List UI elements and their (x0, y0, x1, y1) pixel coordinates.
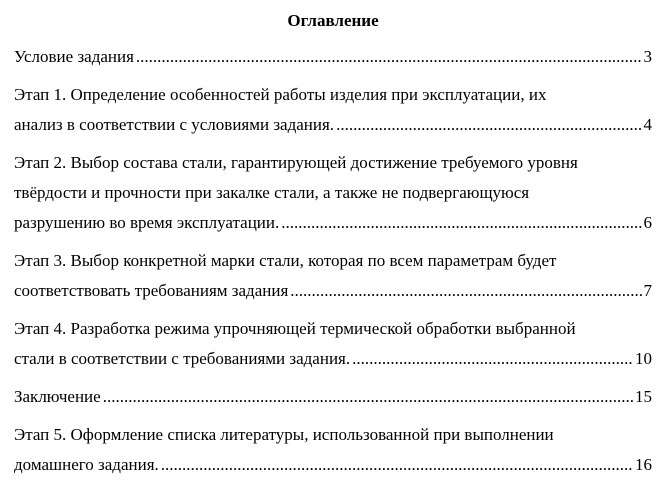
toc-entry[interactable] (14, 148, 652, 238)
toc-entry-last-line (14, 110, 652, 140)
toc-entry-line: Этап 5. Оформление списка литературы, использованной при выполнении (14, 425, 554, 444)
toc-leader-dots (281, 208, 641, 238)
toc-entry[interactable] (14, 80, 652, 140)
table-of-contents (14, 8, 652, 488)
toc-leader-dots (352, 344, 633, 374)
toc-entry-last-line (14, 276, 652, 306)
toc-entry-line: Этап 2. Выбор состава стали, гарантирующей достижение требуемого уровня (14, 153, 578, 172)
toc-entry-last-line (14, 344, 652, 374)
toc-entry-text: домашнего задания. (14, 455, 159, 474)
toc-page-number: 10 (635, 349, 652, 368)
toc-page-number: 7 (643, 281, 652, 300)
toc-entry[interactable] (14, 420, 652, 480)
toc-leader-dots (290, 276, 641, 306)
toc-entry-line: Этап 4. Разработка режима упрочняющей термической обработки выбранной (14, 319, 576, 338)
toc-entry-text: Заключение (14, 387, 101, 406)
toc-entries (14, 42, 652, 480)
toc-entry-last-line (14, 42, 652, 72)
toc-page-number: 6 (643, 213, 652, 232)
toc-leader-dots (136, 42, 642, 72)
toc-entry-last-line (14, 208, 652, 238)
toc-page-number: 15 (635, 387, 652, 406)
toc-entry-last-line (14, 450, 652, 480)
toc-entry[interactable] (14, 42, 652, 72)
toc-entry-text: Условие задания (14, 47, 134, 66)
toc-entry-text: разрушению во время эксплуатации. (14, 213, 280, 232)
toc-leader-dots (161, 450, 633, 480)
toc-page-number: 4 (643, 115, 652, 134)
toc-entry[interactable] (14, 246, 652, 306)
toc-page-number: 16 (635, 455, 652, 474)
toc-leader-dots (336, 110, 641, 140)
toc-entry-text: анализ в соответствии с условиями задания. (14, 115, 335, 134)
toc-entry-line: Этап 3. Выбор конкретной марки стали, которая по всем параметрам будет (14, 251, 557, 270)
toc-entry-text: соответствовать требованиям задания (14, 281, 289, 300)
toc-entry-line: твёрдости и прочности при закалке стали, а также не подвергающуюся (14, 183, 530, 202)
toc-entry-last-line (14, 382, 652, 412)
toc-entry[interactable] (14, 382, 652, 412)
toc-entry-line: Этап 1. Определение особенностей работы изделия при эксплуатации, их (14, 85, 547, 104)
toc-title: Оглавление (287, 11, 379, 30)
toc-page-number: 3 (643, 47, 652, 66)
toc-entry-text: стали в соответствии с требованиями задания. (14, 349, 351, 368)
toc-leader-dots (103, 382, 633, 412)
toc-entry[interactable] (14, 314, 652, 374)
